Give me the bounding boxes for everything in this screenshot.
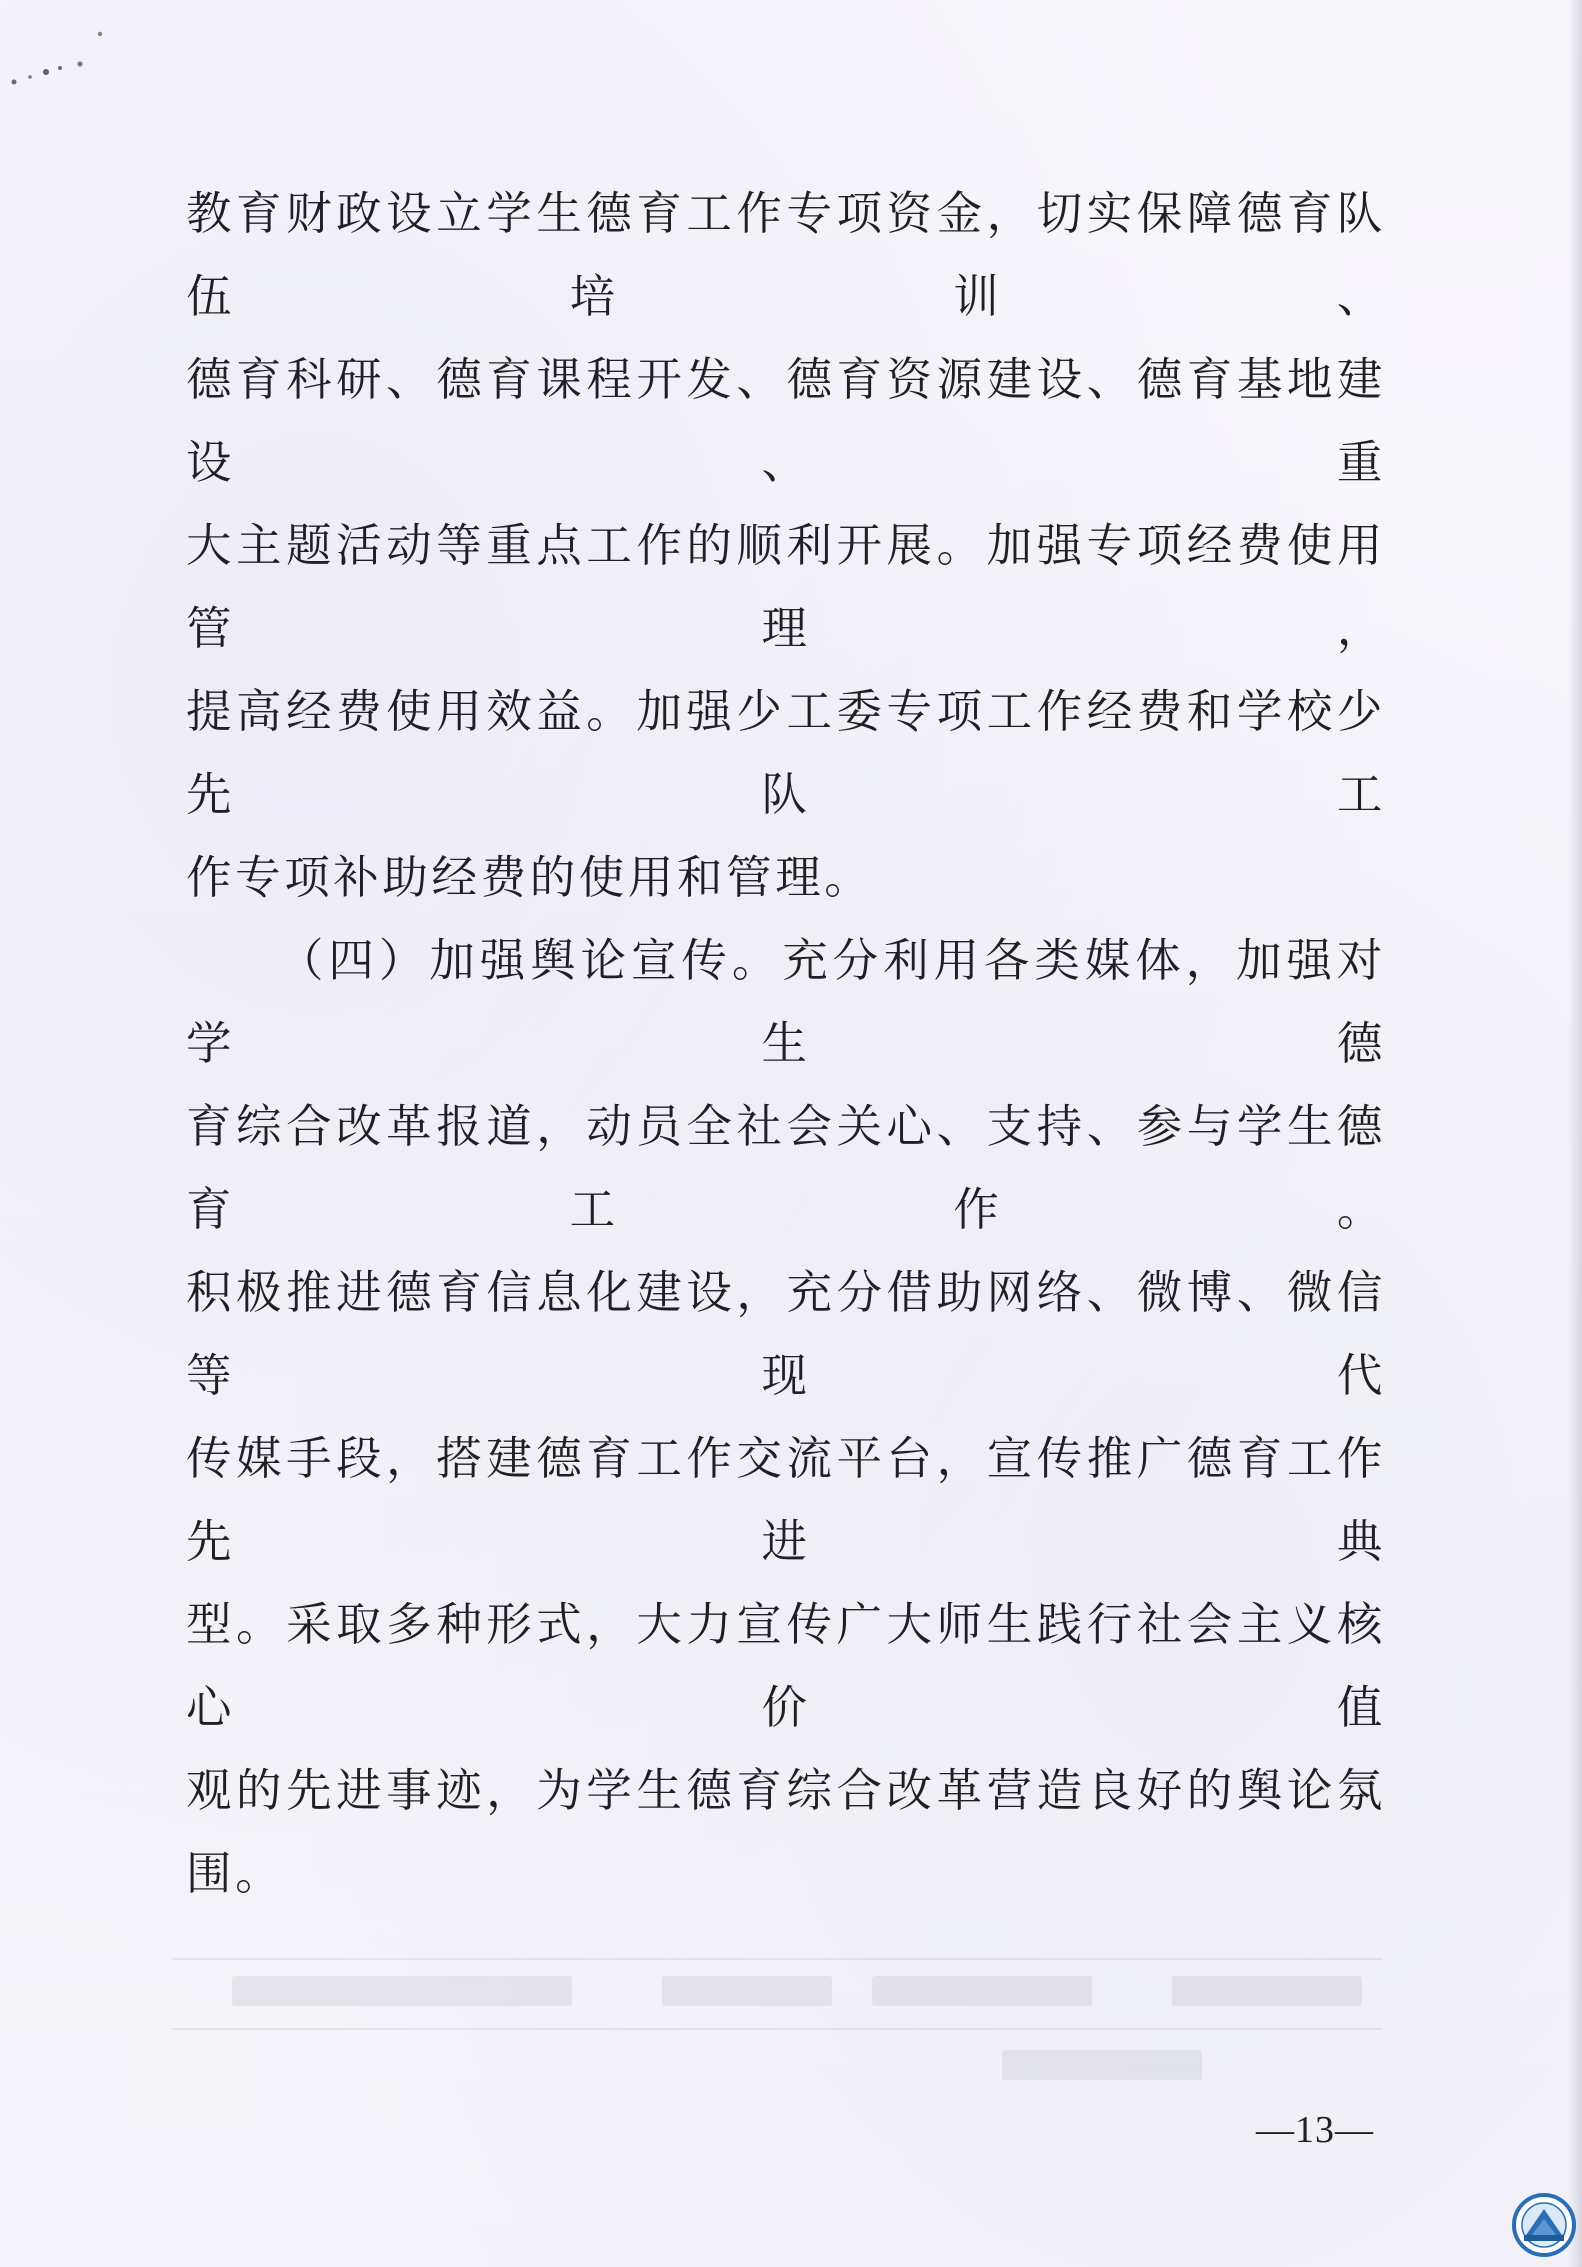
paragraph-line: 育综合改革报道，动员全社会关心、支持、参与学生德育工作。	[186, 1100, 1386, 1236]
paragraph-line: 传媒手段，搭建德育工作交流平台，宣传推广德育工作先进典	[186, 1432, 1386, 1568]
scan-specks-icon	[8, 20, 118, 100]
page-number: —13—	[1256, 2109, 1374, 2151]
paragraph-line: 提高经费使用效益。加强少工委专项工作经费和学校少先队工	[186, 685, 1386, 821]
paragraph-line: 教育财政设立学生德育工作专项资金，切实保障德育队伍培训、	[186, 187, 1386, 323]
paragraph-line: 作专项补助经费的使用和管理。	[186, 851, 874, 904]
paragraph-line: 大主题活动等重点工作的顺利开展。加强专项经费使用管理，	[186, 519, 1386, 655]
paragraph-line: 德育科研、德育课程开发、德育资源建设、德育基地建设、重	[186, 353, 1386, 489]
paragraph-line: 型。采取多种形式，大力宣传广大师生践行社会主义核心价值	[186, 1598, 1386, 1734]
circular-seal-icon	[1512, 2193, 1576, 2257]
document-body	[186, 172, 1386, 1915]
paragraph-line: 积极推进德育信息化建设，充分借助网络、微博、微信等现代	[186, 1266, 1386, 1402]
bleed-through-footer	[172, 1958, 1382, 2108]
scan-edge-shadow	[1568, 0, 1582, 2267]
paragraph-line: （四）加强舆论宣传。充分利用各类媒体，加强对学生德	[186, 934, 1386, 1070]
paragraph-line: 观的先进事迹，为学生德育综合改革营造良好的舆论氛围。	[186, 1764, 1386, 1900]
